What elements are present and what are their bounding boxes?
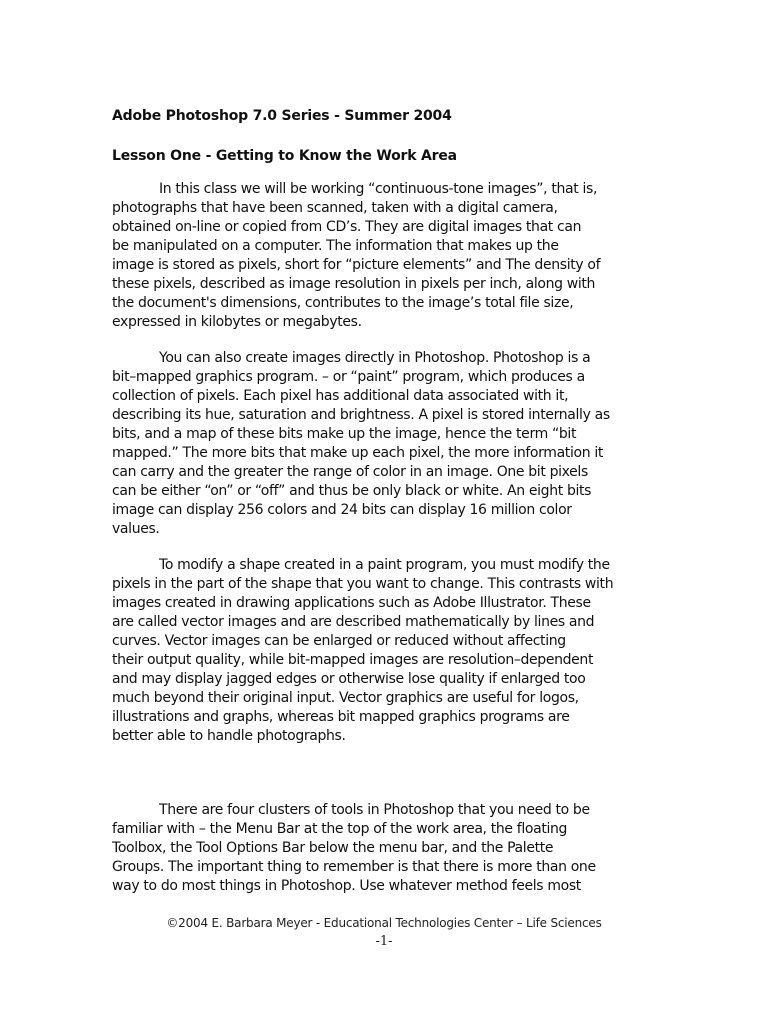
paragraph-line: way to do most things in Photoshop. Use whatever method feels most xyxy=(112,878,581,894)
page-footer: ©2004 E. Barbara Meyer - Educational Technologies Center – Life Sciences xyxy=(166,916,602,930)
paragraph-line: these pixels, described as image resolution in pixels per inch, along with xyxy=(112,276,596,292)
paragraph-line: describing its hue, saturation and brightness. A pixel is stored internally as xyxy=(112,407,610,423)
paragraph-line: the document's dimensions, contributes to the image’s total file size, xyxy=(112,295,574,311)
series-title: Adobe Photoshop 7.0 Series - Summer 2004 xyxy=(112,108,452,124)
paragraph-line: To modify a shape created in a paint program, you must modify the xyxy=(159,557,610,573)
paragraph-intro xyxy=(112,180,660,332)
paragraph-line: In this class we will be working “continuous-tone images”, that is, xyxy=(159,181,598,197)
paragraph-line: expressed in kilobytes or megabytes. xyxy=(112,314,362,330)
paragraph-line: You can also create images directly in Photoshop. Photoshop is a xyxy=(159,350,591,366)
paragraph-line: illustrations and graphs, whereas bit mapped graphics programs are xyxy=(112,709,570,725)
paragraph-line: image is stored as pixels, short for “picture elements” and The density of xyxy=(112,257,601,273)
page-number: -1- xyxy=(375,934,393,949)
paragraph-line: obtained on-line or copied from CD’s. They are digital images that can xyxy=(112,219,582,235)
paragraph-vector xyxy=(112,556,660,746)
paragraph-line: Groups. The important thing to remember is that there is more than one xyxy=(112,859,596,875)
paragraph-line: photographs that have been scanned, taken with a digital camera, xyxy=(112,200,558,216)
paragraph-line: can be either “on” or “off” and thus be only black or white. An eight bits xyxy=(112,483,592,499)
paragraph-line: much beyond their original input. Vector graphics are useful for logos, xyxy=(112,690,579,706)
paragraph-bitmapped xyxy=(112,349,660,539)
paragraph-line: be manipulated on a computer. The information that makes up the xyxy=(112,238,559,254)
paragraph-line: bits, and a map of these bits make up the image, hence the term “bit xyxy=(112,426,577,442)
paragraph-line: collection of pixels. Each pixel has additional data associated with it, xyxy=(112,388,569,404)
paragraph-line: values. xyxy=(112,521,160,537)
paragraph-line: are called vector images and are described mathematically by lines and xyxy=(112,614,595,630)
paragraph-line: better able to handle photographs. xyxy=(112,728,346,744)
paragraph-line: Toolbox, the Tool Options Bar below the menu bar, and the Palette xyxy=(112,840,554,856)
paragraph-line: can carry and the greater the range of color in an image. One bit pixels xyxy=(112,464,588,480)
paragraph-line: their output quality, while bit-mapped images are resolution–dependent xyxy=(112,652,594,668)
paragraph-line: familiar with – the Menu Bar at the top of the work area, the floating xyxy=(112,821,568,837)
paragraph-line: curves. Vector images can be enlarged or reduced without affecting xyxy=(112,633,566,649)
paragraph-line: mapped.” The more bits that make up each pixel, the more information it xyxy=(112,445,604,461)
paragraph-line: image can display 256 colors and 24 bits can display 16 million color xyxy=(112,502,572,518)
paragraph-line: There are four clusters of tools in Photoshop that you need to be xyxy=(159,802,590,818)
paragraph-line: pixels in the part of the shape that you want to change. This contrasts with xyxy=(112,576,614,592)
paragraph-line: bit–mapped graphics program. – or “paint” program, which produces a xyxy=(112,369,585,385)
paragraph-tools xyxy=(112,801,660,896)
paragraph-line: and may display jagged edges or otherwise lose quality if enlarged too xyxy=(112,671,586,687)
paragraph-line: images created in drawing applications such as Adobe Illustrator. These xyxy=(112,595,591,611)
lesson-title: Lesson One - Getting to Know the Work Area xyxy=(112,148,457,164)
